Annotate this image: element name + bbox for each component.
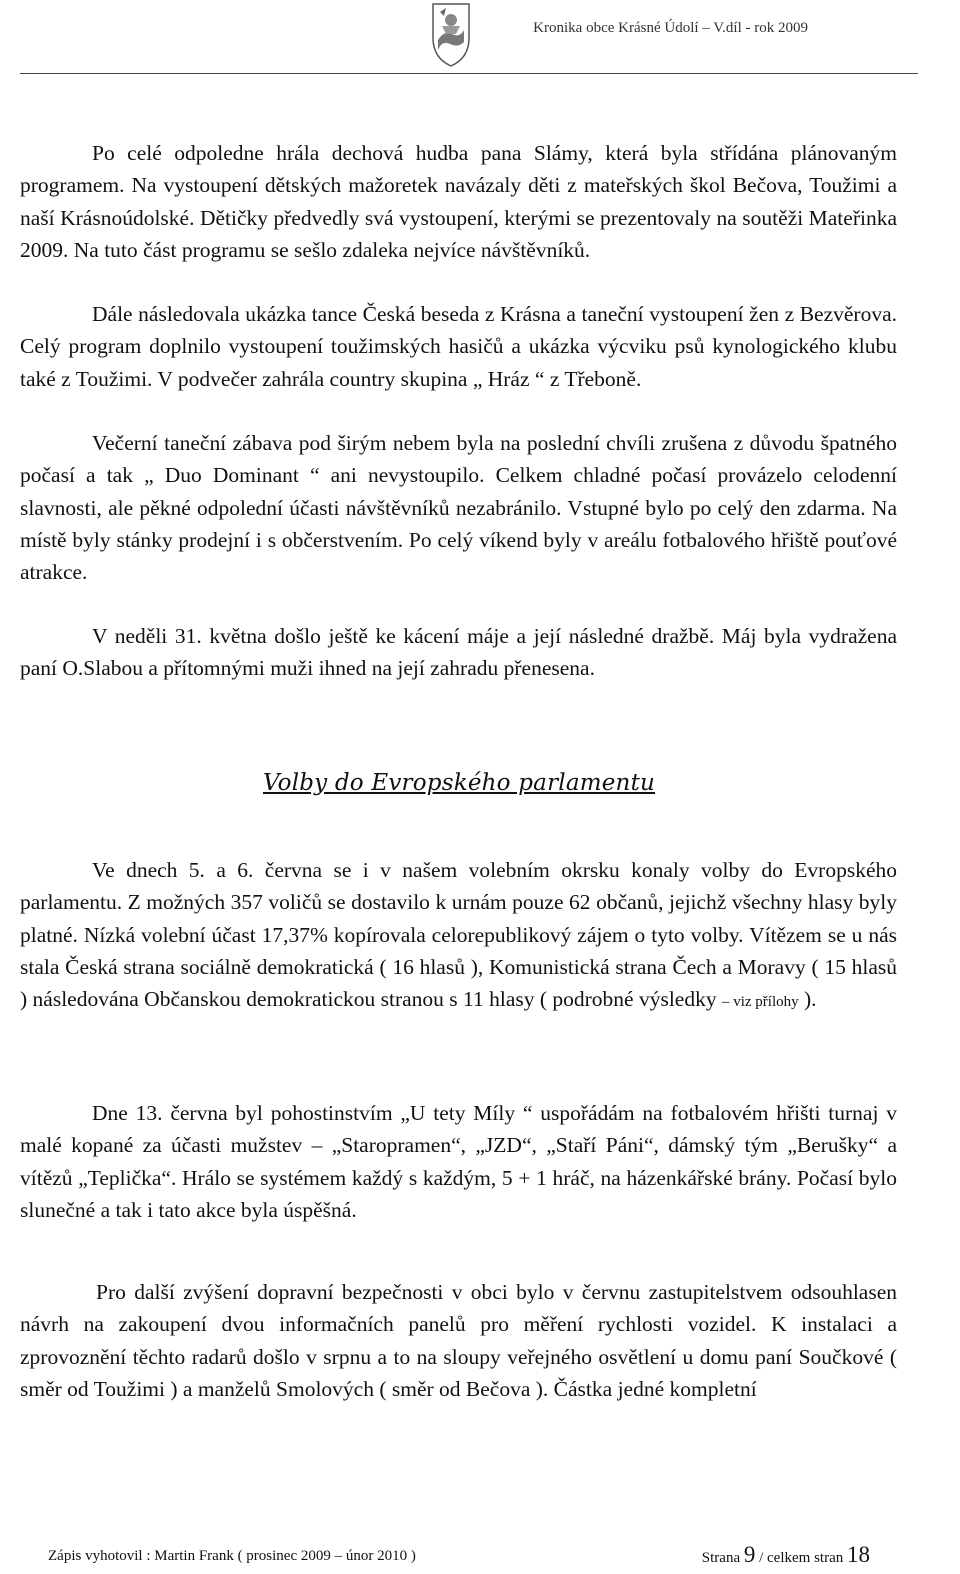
coat-of-arms-icon <box>430 0 472 68</box>
page-header <box>0 0 960 74</box>
paragraph-program: Po celé odpoledne hrála dechová hudba pana Slámy, která byla střídána plánovaným programem. Na vystoupení dětských mažoretek navázaly děti z mateřských škol Bečova, Toužimi a naší Krásnoúdolské. Dětičky předvedly svá vystoupení, kterými se prezentovaly na soutěži Mateřinka 2009. Na tuto část programu se sešlo zdaleka nejvíce návštěvníků. <box>20 141 897 262</box>
paragraph-maj: V neděli 31. května došlo ještě ke kácení máje a její následné dražbě. Máj byla vydražena paní O.Slabou a přítomnými muži ihned na její zahradu přenesena. <box>20 624 897 681</box>
appendix-note: – viz přílohy <box>721 994 799 1011</box>
section-heading: Volby do Evropského parlamentu <box>262 770 656 796</box>
page-footer <box>0 1542 960 1574</box>
footer-pagination <box>702 1542 870 1568</box>
total-label: / celkem stran <box>759 1550 844 1566</box>
page-number: 9 <box>743 1542 756 1567</box>
paragraph-evening: Večerní taneční zábava pod širým nebem byla na poslední chvíli zrušena z důvodu špatného počasí a tak „ Duo Dominant “ ani nevystoupilo. Celkem chladné počasí provázelo celodenní slavnosti, ale pěkné odpolední účasti návštěvníků nezabránilo. Vstupné bylo po celý den zdarma. Na místě byly stánky prodejní i s občerstvením. Po celý víkend byly v areálu fotbalového hřiště pouťové atrakce. <box>20 431 897 585</box>
paragraph-tournament: Dne 13. června byl pohostinstvím „U tety Míly “ uspořádám na fotbalovém hřišti turnaj v malé kopané za účasti mužstev – „Staropramen“, „JZD“, „Staří Páni“, dámský tým „Berušky“ a vítězů „Teplička“. Hrálo se systémem každý s každým, 5 + 1 hráč, na házenkářské brány. Počasí bylo slunečné a tak i tato akce byla úspěšná. <box>20 1101 897 1222</box>
paragraph-dance: Dále následovala ukázka tance Česká beseda z Krásna a taneční vystoupení žen z Bezvěrova. Celý program doplnilo vystoupení toužimských hasičů a ukázka výcviku psů kynologického klubu také z Toužimi. V podvečer zahrála country skupina „ Hráz “ z Třeboně. <box>20 302 897 391</box>
paragraph-radar: Pro další zvýšení dopravní bezpečnosti v obci bylo v červnu zastupitelstvem odsouhlasen návrh na zakoupení dvou informačních panelů pro měření rychlosti vozidel. K instalaci a zprovoznění těchto radarů došlo v srpnu a to na sloupy veřejného osvětlení u domu paní Součkové ( směr od Toužimi ) a manželů Smolových ( směr od Bečova ). Částka jedné kompletní <box>20 1280 897 1401</box>
footer-author: Zápis vyhotovil : Martin Frank ( prosinec 2009 – únor 2010 ) <box>48 1548 416 1564</box>
chronicle-title: Kronika obce Krásné Údolí – V.díl - rok 2009 <box>533 20 808 36</box>
total-pages: 18 <box>847 1542 870 1567</box>
page-label: Strana <box>701 1550 741 1566</box>
header-divider <box>20 73 918 74</box>
paragraph-elections: Ve dnech 5. a 6. června se i v našem volebním okrsku konaly volby do Evropského parlamentu. Z možných 357 voličů se dostavilo k urnám pouze 62 občanů, jejichž všechny hlasy byly platné. Nízká volební účast 17,37% kopírovala celorepublikový zájem o tyto volby. Vítězem se u nás stala Česká strana sociálně demokratická ( 16 hlasů ), Komunistická strana Čech a Moravy ( 15 hlasů ) následována Občanskou demokratickou stranou s 11 hlasy ( podrobné výsledky – viz přílohy ). <box>20 858 897 1012</box>
